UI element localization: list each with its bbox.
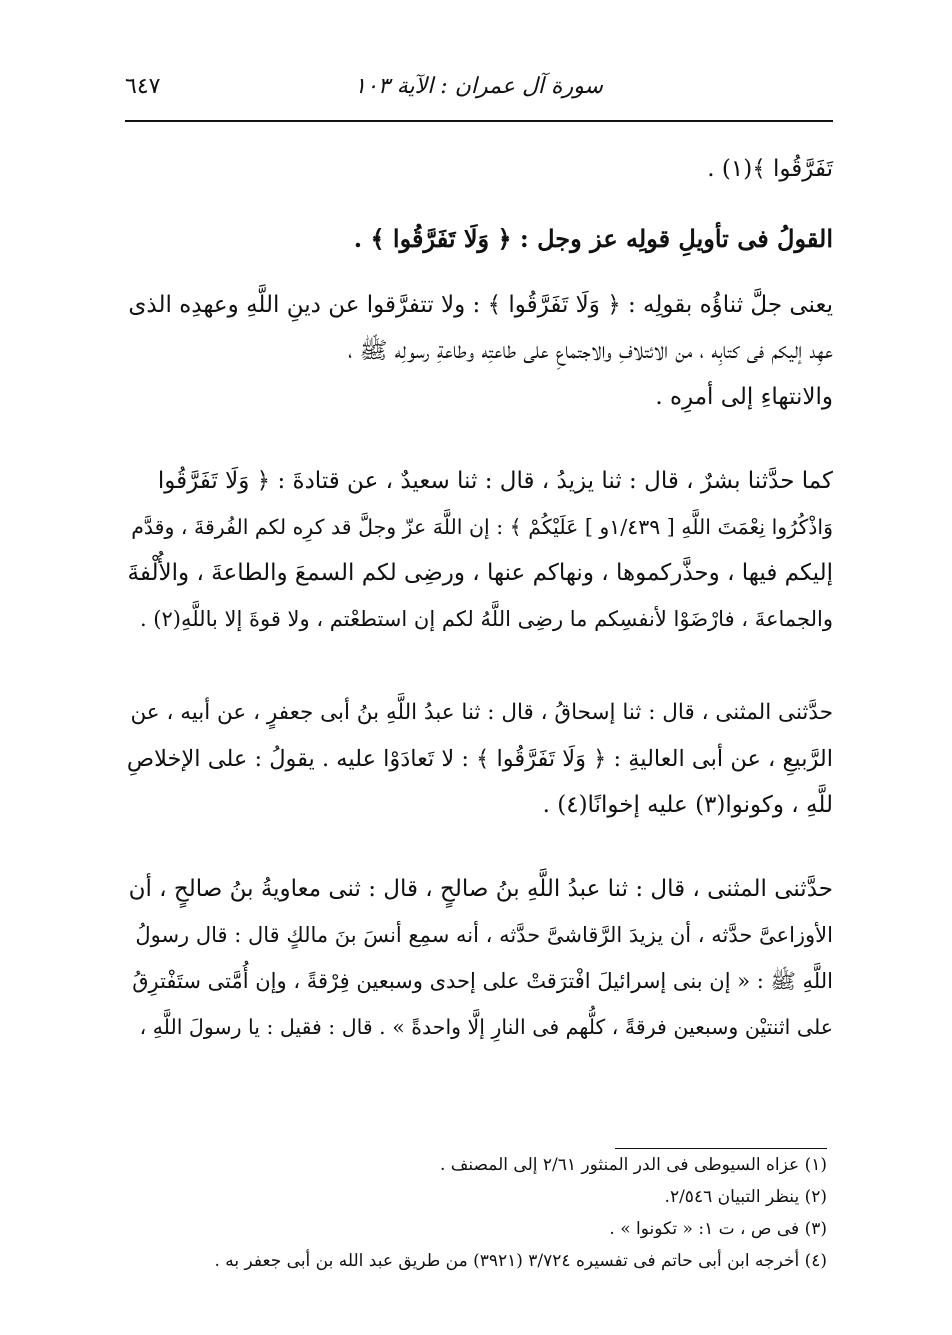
footnote-4: (٤) أخرجه ابن أبى حاتم فى تفسيره ٣/٧٢٤ (٣٩٢١) من طريق عبد الله بن أبى جعفر به .: [214, 1251, 827, 1271]
paragraph-rabi: [125, 690, 833, 828]
paragraph-hadith: [125, 866, 833, 1050]
text-line: حدَّثنى المثنى ، قال : ثنا إسحاقُ ، قال : ثنا عبدُ اللَّهِ بنُ أبى جعفرٍ ، عن أبيه ، عن: [130, 700, 833, 725]
text-line: حدَّثنى المثنى ، قال : ثنا عبدُ اللَّهِ بنُ صالحٍ ، قال : ثنى معاويةُ بنُ صالحٍ ، أن: [128, 876, 833, 902]
page-number: ٦٤٧: [125, 74, 161, 99]
header-title: سورة آل عمران : الآية ١٠٣: [354, 74, 603, 99]
text-line: تَفَرَّقُوا ﴾(١) .: [707, 156, 833, 182]
running-header: [125, 66, 833, 106]
text-line: الرَّبيعِ ، عن أبى العاليةِ : ﴿ وَلَا تَفَرَّقُوا ﴾ : لا تَعادَوْا عليه . يقولُ : على الإخلاصِ: [126, 746, 833, 772]
heading-line: القولُ فى تأويلِ قولِه عز وجل : ﴿ وَلَا تَفَرَّقُوا ﴾ .: [353, 224, 833, 253]
text-line: الأوزاعىَّ حدَّثه ، أن يزيدَ الرَّقاشىَّ حدَّثه ، أنه سمِع أنسَ بنَ مالكٍ قال : قال رسولُ: [135, 923, 833, 947]
text-line: اللَّهِ ﷺ : « إن بنى إسرائيلَ افْترَقتْ على إحدى وسبعين فِرْقةً ، وإن أُمَّتى ستَفْترِقُ: [132, 969, 833, 993]
text-line: على اثنتيْن وسبعين فرقةً ، كلُّهم فى النارِ إلَّا واحدةً » . قال : فقيل : يا رسولَ اللَّهِ ،: [139, 1015, 833, 1039]
footnote-2: (٢) ينظر التبيان ٢/٥٤٦.: [664, 1187, 827, 1207]
section-heading: [125, 216, 833, 262]
paragraph-qatada: [125, 458, 833, 642]
text-line: وَاذْكُرُوا نِعْمَتَ اللَّهِ [ ١/٤٣٩و ] عَلَيْكُمْ ﴾ : إن اللَّهَ عزّ وجلَّ قد كرِه لكم الفُرقةَ ، وقدَّم: [131, 515, 833, 539]
text-line: إليكم فيها ، وحذَّركموها ، ونهاكم عنها ، ورضِى لكم السمعَ والطاعةَ ، والأُلْفةَ: [127, 560, 833, 586]
footnote-rule: [615, 1148, 827, 1149]
footnote-1: (١) عزاه السيوطى فى الدر المنثور ٢/٦١ إلى المصنف .: [440, 1155, 827, 1175]
paragraph-continuation: [125, 146, 833, 192]
text-line: للَّهِ ، وكونوا(٣) عليه إخوانًا(٤) .: [542, 792, 833, 818]
footnote-3: (٣) فى ص ، ت ١: « تكونوا » .: [609, 1219, 827, 1239]
text-line: والجماعةَ ، فارْضَوْا لأنفسِكم ما رضِى اللَّهُ لكم إن استطعْتم ، ولا قوةَ إلا باللَّهِ(٢) .: [139, 607, 833, 631]
text-line: عهِد إليكم فى كتابِه ، من الائتلافِ والاجتماعِ على طاعتِه وطاعةِ رسولِه ﷺ ،: [347, 338, 833, 364]
text-line: يعنى جلَّ ثناؤُه بقولِه : ﴿ وَلَا تَفَرَّقُوا ﴾ : ولا تتفرَّقوا عن دينِ اللَّهِ وعهدِه الذى: [128, 292, 833, 318]
header-rule: [125, 120, 833, 122]
paragraph-explanation: [125, 282, 833, 420]
text-line: والانتهاءِ إلى أمرِه .: [655, 384, 833, 410]
text-line: كما حدَّثنا بشرٌ ، قال : ثنا يزيدُ ، قال : ثنا سعيدٌ ، عن قتادةَ : ﴿ وَلَا تَفَرَّقُوا: [157, 468, 833, 494]
